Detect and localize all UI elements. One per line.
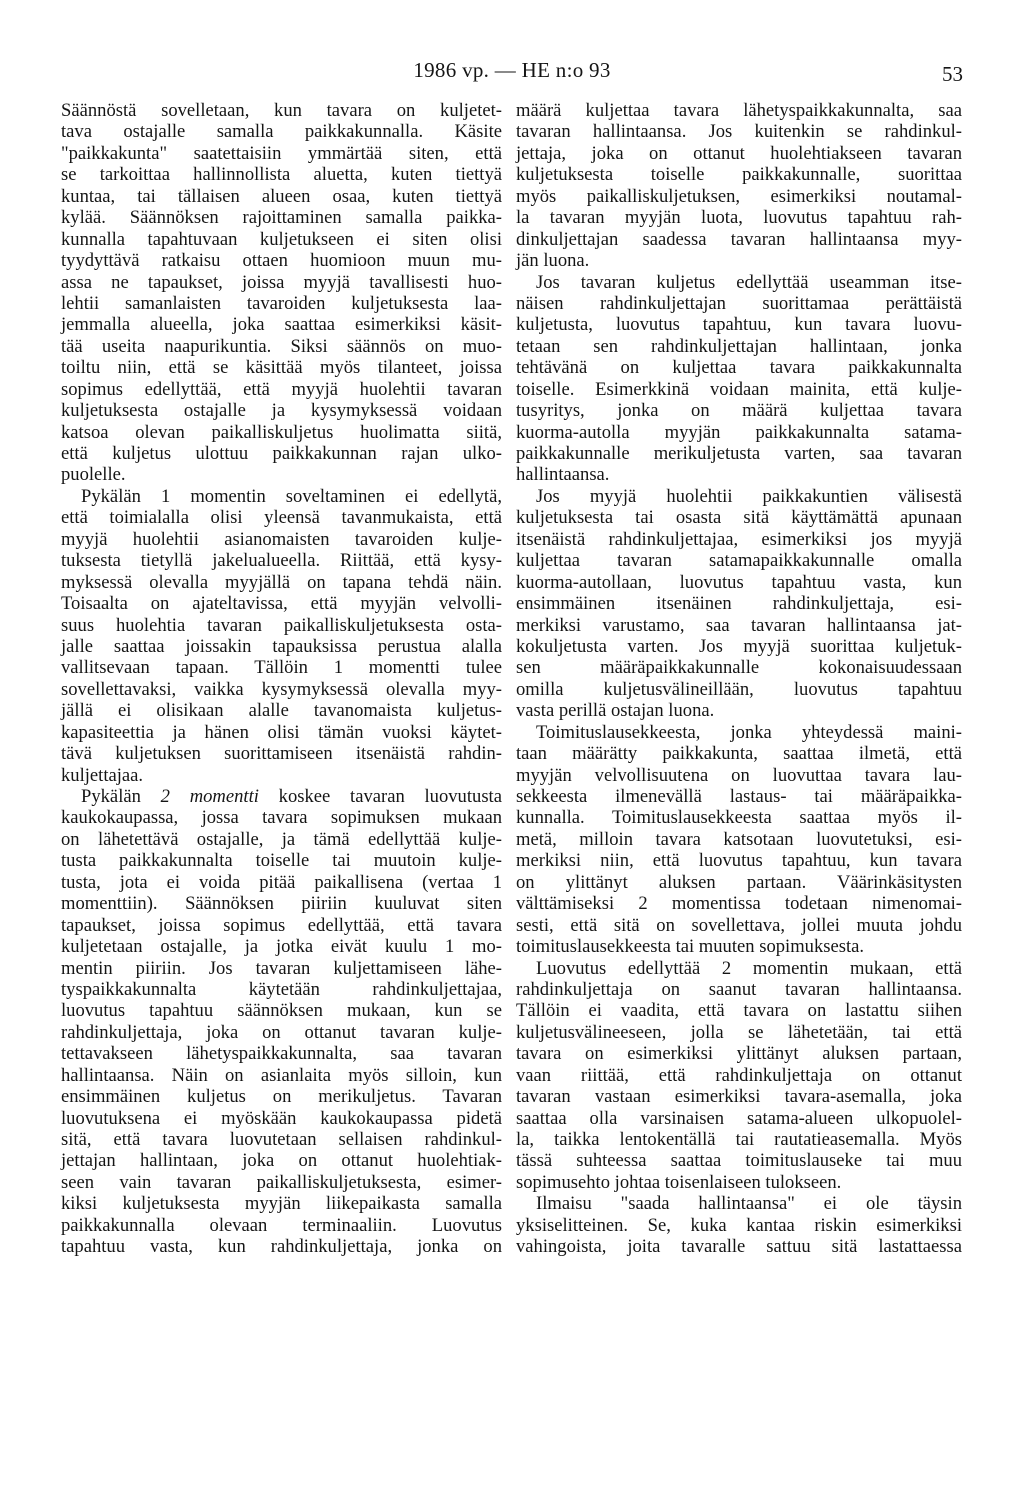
page-number: 53 <box>942 62 963 86</box>
text-line: kylää. Säännöksen rajoittaminen samalla paikka- <box>61 207 502 229</box>
text-line: merkiksi varustamo, saa tavaran hallintaansa jat- <box>516 614 962 636</box>
text-line: rahdinkuljettaja, joka on ottanut tavaran kulje- <box>61 1021 502 1043</box>
text-line: kuljetuksesta tai osasta sitä käyttämättä apunaan <box>516 507 962 529</box>
text-line: välttämiseksi 2 momentissa todetaan nimenomai- <box>516 893 962 915</box>
text-line: tava ostajalle samalla paikkakunnalla. Käsite <box>61 121 502 143</box>
text-line: kiksi kuljetuksesta myyjän liikepaikasta samalla <box>61 1193 502 1215</box>
text-line: kuljetuksesta toiselle paikkakunnalle, suorittaa <box>516 164 962 186</box>
text-line: Toisaalta on ajateltavissa, että myyjän velvolli- <box>61 593 502 615</box>
text-line: Toimituslausekkeesta, jonka yhteydessä maini- <box>536 721 962 743</box>
text-line: tetaan sen rahdinkuljettajan hallintaan, jonka <box>516 335 962 357</box>
text-line: tää useita naapurikuntia. Siksi säännös on muo- <box>61 335 502 357</box>
text-line: vahingoista, joita tavaralle sattuu sitä lastattaessa <box>516 1236 962 1258</box>
text-line: seen vain tavaran paikalliskuljetuksesta, esimer- <box>61 1171 502 1193</box>
text-line: myös paikalliskuljetuksen, esimerkiksi noutamal- <box>516 185 962 207</box>
text-line: että toimialalla olisi yleensä tavanmukaista, että <box>61 507 502 529</box>
text-line: Pykälän 2 momentti koskee tavaran luovutusta <box>81 786 502 807</box>
text-line: sopimus edellyttää, että myyjä huolehtii tavaran <box>61 378 502 400</box>
text-line: tyydyttävä ratkaisu ottaen huomioon muun mu- <box>61 250 502 272</box>
text-line: Tällöin ei vaadita, että tavara on lastattu siihen <box>516 1000 962 1022</box>
text-line: jällä ei olisikaan alalle tavanomaista kuljetus- <box>61 700 502 722</box>
text-line: Jos myyjä huolehtii paikkakuntien välisestä <box>536 485 962 507</box>
text-line: ensimmäinen kuljetus on merikuljetus. Tavaran <box>61 1086 502 1108</box>
text-line: taan määrätty paikkakunta, saattaa ilmetä, että <box>516 743 962 765</box>
text-line: itsenäistä rahdinkuljettajaa, esimerkiksi jos myyjä <box>516 528 962 550</box>
text-line: toiselle. Esimerkkinä voidaan mainita, että kulje- <box>516 378 962 400</box>
text-line: kuntaa, tai tällaisen alueen osaa, kuten tiettyä <box>61 185 502 207</box>
text-line: jemmalla alueella, joka saattaa esimerkiksi käsit- <box>61 314 502 336</box>
text-line: tävä kuljetuksen suorittamiseen itsenäistä rahdin- <box>61 743 502 765</box>
text-line: Säännöstä sovelletaan, kun tavara on kuljetet- <box>61 100 502 121</box>
text-line: yksiselitteinen. Se, kuka kantaa riskin esimerkiksi <box>516 1214 962 1236</box>
text-line: sekkeesta ilmenevällä lastaus- tai määräpaikka- <box>516 786 962 807</box>
text-line: tuksesta tietyllä jakelualueella. Riittää, että kysy- <box>61 550 502 572</box>
text-line: tusta, jota ei voida pitää paikallisena (vertaa 1 <box>61 871 502 893</box>
text-line: lehtii samanlaisten tavaroiden kuljetuksesta laa- <box>61 292 502 314</box>
text-line: sen määräpaikkakunnalle kokonaisuudessaan <box>516 657 962 679</box>
text-line: myyjän velvollisuutena on luovuttaa tavara lau- <box>516 764 962 786</box>
text-line: kuorma-autollaan, luovutus tapahtuu vasta, kun <box>516 571 962 593</box>
text-line: "paikkakunta" saatettaisiin ymmärtää siten, että <box>61 142 502 164</box>
text-line: kuljettajaa. <box>61 764 144 786</box>
text-line: assa ne tapaukset, joissa myyjä tavallisesti huo- <box>61 271 502 293</box>
text-line: myksessä olevalla myyjällä on tapana tehdä näin. <box>61 571 502 593</box>
text-line: kokuljetusta varten. Jos myyjä suorittaa kuljetuk- <box>516 635 962 657</box>
text-line: kuljetuksesta ostajalle ja kysymyksessä voidaan <box>61 400 502 422</box>
text-line: suus huolehtia tavaran paikalliskuljetuksesta osta- <box>61 614 502 636</box>
running-title: 1986 vp. — HE n:o 93 <box>413 58 611 82</box>
text-line: kunnalla tapahtuvaan kuljetukseen ei siten olisi <box>61 228 502 250</box>
text-line: Pykälän 1 momentin soveltaminen ei edellytä, <box>81 485 502 507</box>
text-line: vaan riittää, että rahdinkuljettaja on ottanut <box>516 1064 962 1086</box>
text-line: sovellettavaksi, vaikka kysymyksessä olevalla myy- <box>61 678 502 700</box>
text-line: puolelle. <box>61 464 126 486</box>
text-line: la tavaran myyjän luota, luovutus tapahtuu rah- <box>516 207 962 229</box>
text-line: dinkuljettajan saadessa tavaran hallintaansa myy- <box>516 228 962 250</box>
text-line: hallintaansa. Näin on asianlaita myös silloin, kun <box>61 1064 502 1086</box>
text-line: hallintaansa. <box>516 464 610 486</box>
text-line: sitä, että tavara luovutetaan sellaisen rahdinkul- <box>61 1129 502 1150</box>
text-line: tehtävänä on kuljettaa tavara paikkakunnalta <box>516 357 962 379</box>
text-line: kuljettaa tavaran satamapaikkakunnalle omalla <box>516 550 962 572</box>
text-line: tyspaikkakunnalta käytetään rahdinkuljettajaa, <box>61 978 502 1000</box>
text-line: näisen rahdinkuljettajan suorittamaa perättäistä <box>516 292 962 314</box>
emphasized-term: 2 momentti <box>160 786 259 807</box>
text-line: Jos tavaran kuljetus edellyttää useamman itse- <box>536 271 962 293</box>
left-text-column <box>61 100 502 1258</box>
text-line: omilla kuljetusvälineillään, luovutus tapahtuu <box>516 678 962 700</box>
text-line: vasta perillä ostajan luona. <box>516 700 715 722</box>
text-line: kuljetetaan ostajalle, ja jotka eivät kuulu 1 mo- <box>61 936 502 958</box>
text-line: jettajan hallintaan, joka on ottanut huolehtiak- <box>61 1150 502 1172</box>
text-line: tusta paikkakunnalta toiselle tai muutoin kulje- <box>61 850 502 872</box>
text-line: määrä kuljettaa tavara lähetyspaikkakunnalta, saa <box>516 100 962 121</box>
text-line: sesti, että sitä on sovellettava, jollei muuta johdu <box>516 914 962 936</box>
text-line: kuljetusvälineeseen, jolla se lähetetään, tai että <box>516 1021 962 1043</box>
text-line: tapahtuu vasta, kun rahdinkuljettaja, jonka on <box>61 1236 502 1258</box>
text-line: toimituslausekkeesta tai muuten sopimuksesta. <box>516 936 865 958</box>
text-line: tusyritys, jonka on määrä kuljettaa tavara <box>516 400 962 422</box>
text-line: luovutus tapahtuu säännöksen mukaan, kun se <box>61 1000 502 1022</box>
text-line: merkiksi niin, että luovutus tapahtuu, kun tavara <box>516 850 962 872</box>
text-line: jän luona. <box>516 250 590 272</box>
text-line: että kuljetus ulottuu paikkakunnan rajan ulko- <box>61 443 502 464</box>
text-line: on lähetettävä ostajalle, ja tämä edellyttää kulje- <box>61 828 502 850</box>
text-line: kuorma-autolla myyjän paikkakunnalta satama- <box>516 421 962 443</box>
text-line: luovutuksena ei myöskään kaukokaupassa pidetä <box>61 1107 502 1129</box>
text-line: on ylittänyt aluksen partaan. Väärinkäsitysten <box>516 871 962 893</box>
text-line: tavaran vastaan esimerkiksi tavara-asemalla, joka <box>516 1086 962 1108</box>
text-line: tavara on esimerkiksi ylittänyt aluksen partaan, <box>516 1043 962 1065</box>
page-header <box>0 56 1024 90</box>
text-line: katsoa olevan paikalliskuljetus huolimatta siitä, <box>61 421 502 443</box>
right-text-column <box>516 100 962 1258</box>
text-line: kaukokaupassa, jossa tavara sopimuksen mukaan <box>61 807 502 829</box>
text-line: kuljetusta, luovutus tapahtuu, kun tavara luovu- <box>516 314 962 336</box>
text-line: metä, milloin tavara katsotaan luovutetuksi, esi- <box>516 828 962 850</box>
text-line: ensimmäinen itsenäinen rahdinkuljettaja, esi- <box>516 593 962 615</box>
text-line: vallitsevaan tapaan. Tällöin 1 momentti tulee <box>61 657 502 679</box>
text-line: la, taikka lentokentällä tai rautatieasemalla. Myös <box>516 1129 962 1150</box>
text-line: toiltu niin, että se käsittää myös tilanteet, joissa <box>61 357 502 379</box>
text-line: jettaja, joka on ottanut huolehtiakseen tavaran <box>516 142 962 164</box>
text-line: tettavakseen lähetyspaikkakunnalta, saa tavaran <box>61 1043 502 1065</box>
text-line: paikkakunnalla olevaan terminaaliin. Luovutus <box>61 1214 502 1236</box>
text-line: tässä suhteessa saattaa toimituslauseke tai muu <box>516 1150 962 1172</box>
text-line: Ilmaisu "saada hallintaansa" ei ole täysin <box>536 1193 962 1215</box>
text-line: paikkakunnalle merikuljetusta varten, saa tavaran <box>516 443 962 464</box>
text-line: sopimusehto johtaa toisenlaiseen tulokseen. <box>516 1171 842 1193</box>
text-line: mentin piiriin. Jos tavaran kuljettamiseen lähe- <box>61 957 502 979</box>
text-line: saattaa olla varsinaisen satama-alueen ulkopuolel- <box>516 1107 962 1129</box>
text-line: myyjä huolehtii asianomaisten tavaroiden kulje- <box>61 528 502 550</box>
text-line: jalle saattaa joissakin tapauksissa perustua alalla <box>61 635 502 657</box>
text-line: kapasiteettia ja hänen olisi tämän vuoksi käytet- <box>61 721 502 743</box>
text-line: momenttiin). Säännöksen piiriin kuuluvat siten <box>61 893 502 915</box>
text-line: se tarkoittaa hallinnollista aluetta, kuten tiettyä <box>61 164 502 186</box>
text-line: rahdinkuljettaja on saanut tavaran hallintaansa. <box>516 978 962 1000</box>
text-line: Luovutus edellyttää 2 momentin mukaan, että <box>536 957 962 979</box>
text-line: tavaran hallintaansa. Jos kuitenkin se rahdinkul- <box>516 121 962 143</box>
text-line: tapaukset, joissa sopimus edellyttää, että tavara <box>61 914 502 936</box>
text-line: kunnalla. Toimituslausekkeesta saattaa myös il- <box>516 807 962 829</box>
